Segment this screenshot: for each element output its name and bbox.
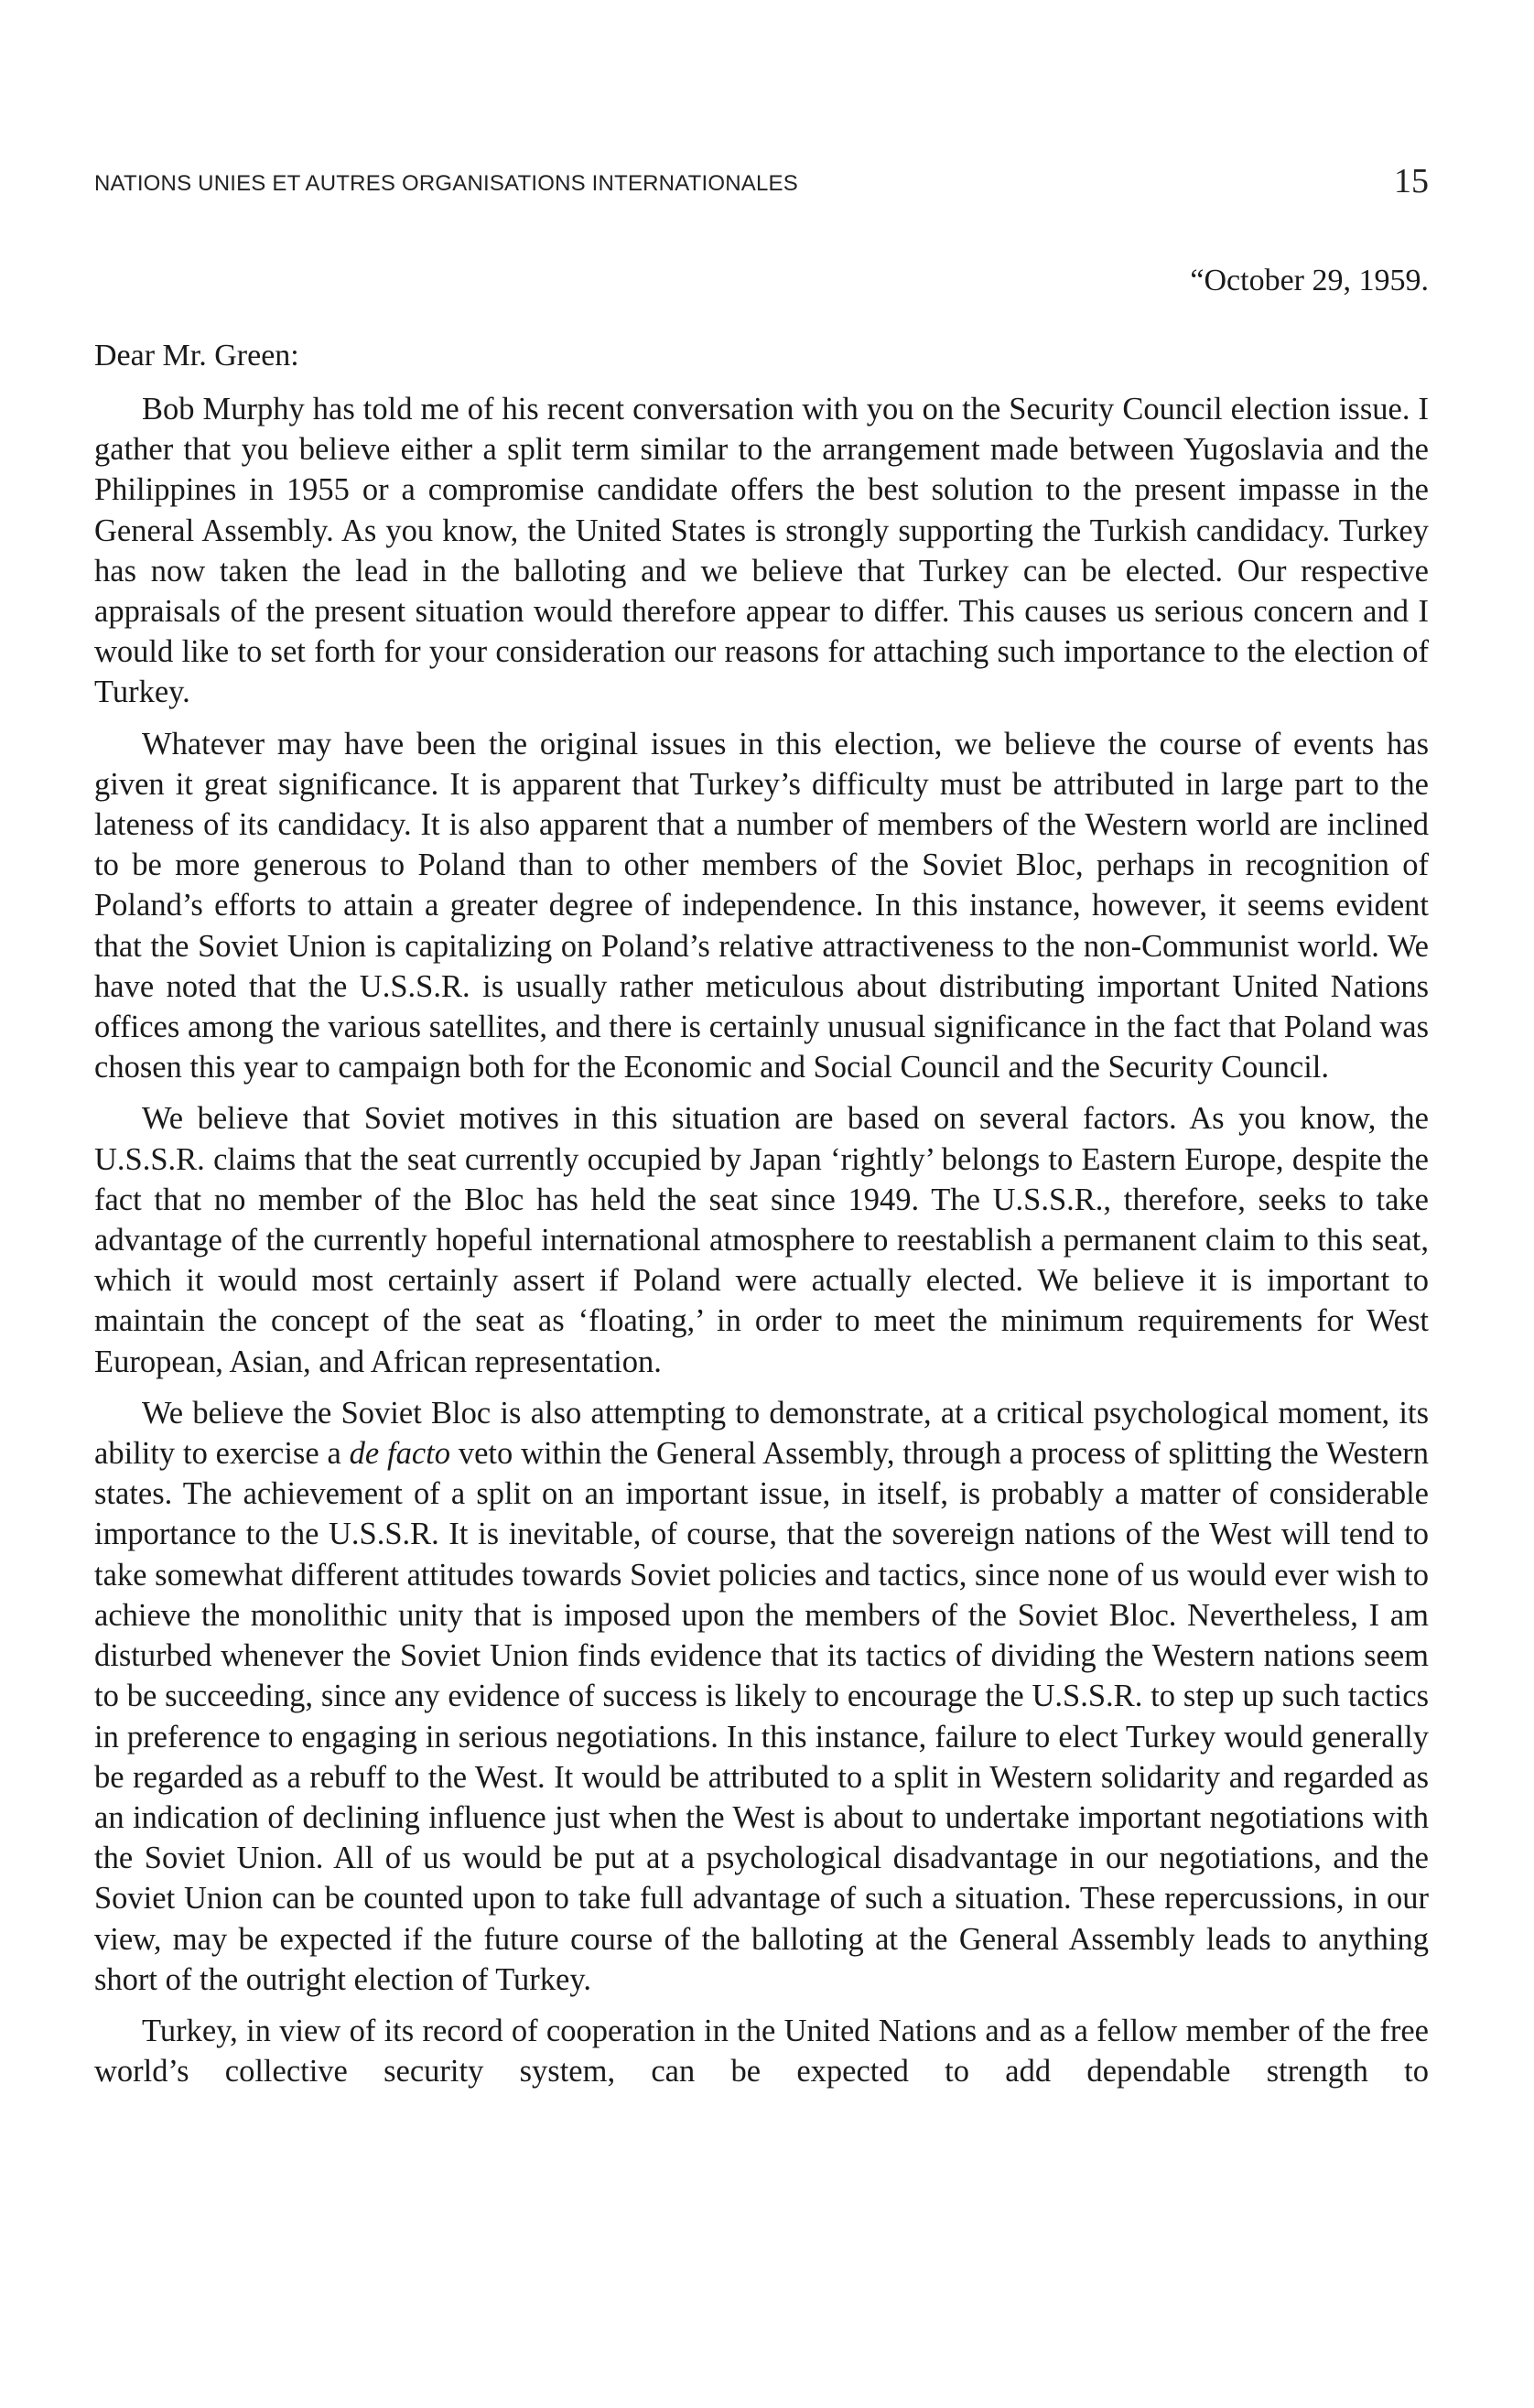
letter-date: “October 29, 1959. [1190, 264, 1429, 297]
running-header: NATIONS UNIES ET AUTRES ORGANISATIONS INTERNATIONALES [94, 171, 798, 196]
paragraph-2: Whatever may have been the original issues in this election, we believe the course of events has given it great significance. It is apparent that Turkey’s difficulty must be attributed in large part to the lateness of its candidacy. It is also apparent that a number of members of the Western world are inclined to be more generous to Poland than to other members of the Soviet Bloc, perhaps in recognition of Poland’s efforts to attain a greater degree of independence. In this instance, however, it seems evident that the Soviet Union is capitalizing on Poland’s relative attractiveness to the non-Communist world. We have noted that the U.S.S.R. is usually rather meticulous about distributing important United Nations offices among the various satellites, and there is certainly unusual significance in the fact that Poland was chosen this year to campaign both for the Economic and Social Council and the Security Council. [94, 726, 1429, 1085]
paragraph-4-italic-term: de facto [349, 1436, 451, 1472]
paragraph-4 [94, 1393, 1429, 2000]
paragraph-4-part-1: We believe the Soviet Bloc is also attempting to demonstrate, at a critical psychological moment, its ability to exercise a [94, 1395, 1429, 1472]
paragraph-4-part-2: veto within the General Assembly, through a process of splitting the Western states. The achievement of a split on an important issue, in itself, is probably a matter of considerable importance to the U.S.S.R. It is inevitable, of course, that the sovereign nations of the West will tend to take somewhat different attitudes towards Soviet policies and tactics, since none of us would ever wish to achieve the monolithic unity that is imposed upon the members of the Soviet Bloc. Nevertheless, I am disturbed whenever the Soviet Union finds evidence that its tactics of dividing the Western nations seem to be succeeding, since any evidence of success is likely to encourage the U.S.S.R. to step up such tactics in preference to engaging in serious negotiations. In this instance, failure to elect Turkey would generally be regarded as a rebuff to the West. It would be attributed to a split in Western solidarity and regarded as an indication of declining influence just when the West is about to undertake important negotiations with the Soviet Union. All of us would be put at a psychological disadvantage in our negotiations, and the Soviet Union can be counted upon to take full advantage of such a situation. These repercussions, in our view, may be expected if the future course of the balloting at the General Assembly leads to anything short of the outright election of Turkey. [94, 1436, 1429, 1997]
page-number: 15 [1394, 162, 1429, 200]
paragraph-1: Bob Murphy has told me of his recent conversation with you on the Security Council election issue. I gather that you believe either a split term similar to the arrangement made between Yugoslavia and the Philippines in 1955 or a compromise candidate offers the best solution to the present impasse in the General Assembly. As you know, the United States is strongly supporting the Turkish candidacy. Turkey has now taken the lead in the balloting and we believe that Turkey can be elected. Our respective appraisals of the present situation would therefore appear to differ. This causes us serious concern and I would like to set forth for your consideration our reasons for attaching such importance to the election of Turkey. [94, 392, 1429, 710]
letter-salutation: Dear Mr. Green: [94, 339, 299, 373]
letter-body [94, 389, 1429, 2102]
paragraph-3: We believe that Soviet motives in this situation are based on several factors. As you know, the U.S.S.R. claims that the seat currently occupied by Japan ‘rightly’ belongs to Eastern Europe, despite the fact that no member of the Bloc has held the seat since 1949. The U.S.S.R., therefore, seeks to take advantage of the currently hopeful international atmosphere to reestablish a permanent claim to this seat, which it would most certainly assert if Poland were actually elected. We believe it is important to maintain the concept of the seat as ‘floating,’ in order to meet the minimum requirements for West European, Asian, and African representation. [94, 1101, 1429, 1379]
paragraph-5: Turkey, in view of its record of cooperation in the United Nations and as a fellow member of the free world’s collective security system, can be expected to add dependable strength to [94, 2013, 1429, 2089]
